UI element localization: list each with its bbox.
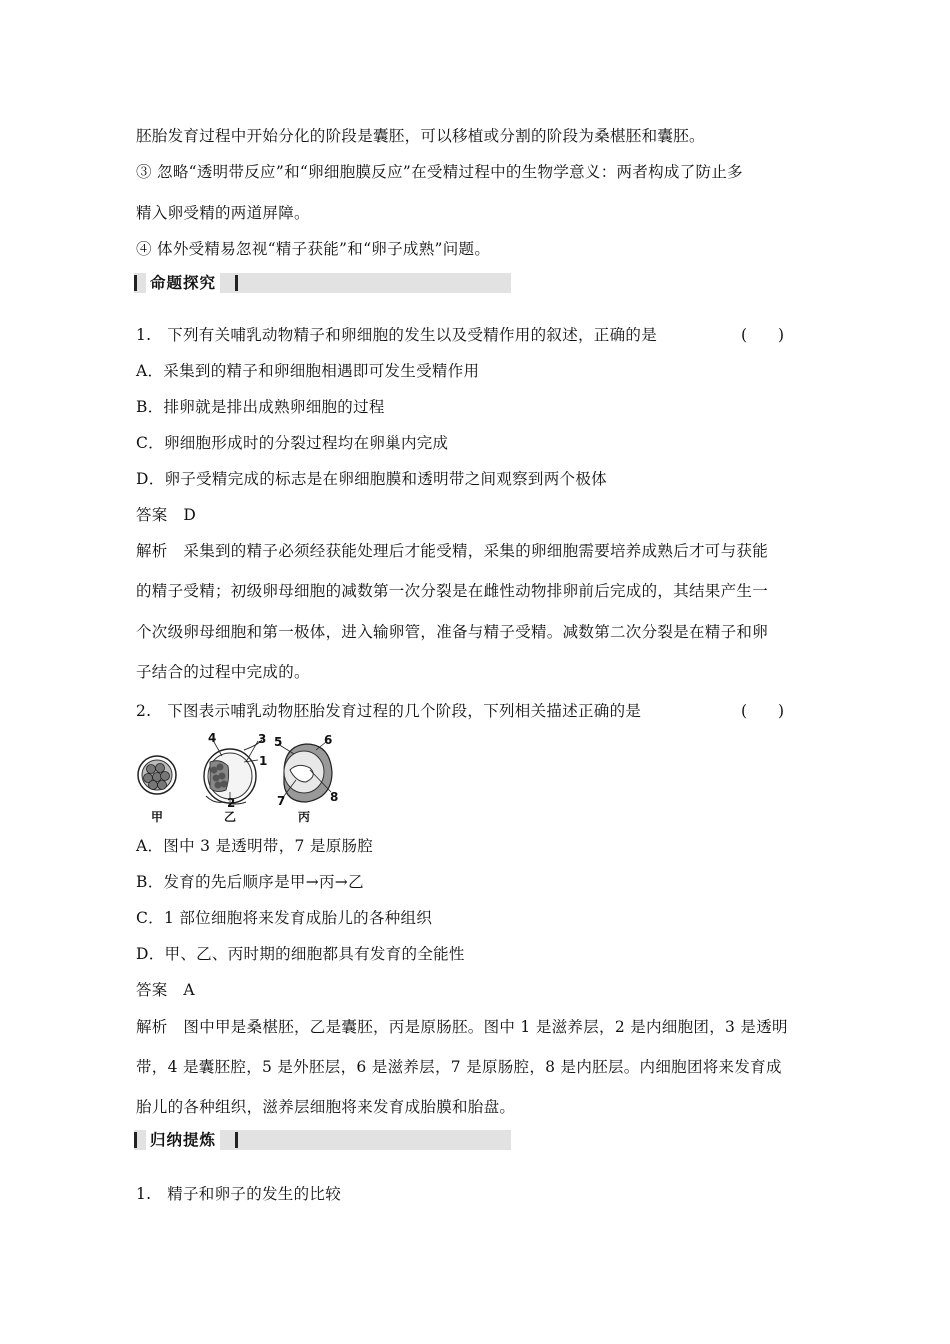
summary-item: 1. 精子和卵子的发生的比较 xyxy=(136,1185,341,1203)
question-2-stem: 2. 下图表示哺乳动物胚胎发育过程的几个阶段，下列相关描述正确的是 xyxy=(136,702,642,720)
answer-paren: ( ) xyxy=(741,702,785,720)
section-header-mingti xyxy=(134,273,511,293)
option-a: A．采集到的精子和卵细胞相遇即可发生受精作用 xyxy=(136,362,480,380)
text-line: 精入卵受精的两道屏障。 xyxy=(136,204,310,222)
embryo-diagram xyxy=(134,732,344,824)
option-d: D．甲、乙、丙时期的细胞都具有发育的全能性 xyxy=(136,945,465,963)
option-c: C．卵细胞形成时的分裂过程均在卵巢内完成 xyxy=(136,434,449,452)
option-c: C．1 部位细胞将来发育成胎儿的各种组织 xyxy=(136,909,433,927)
text-line: 胚胎发育过程中开始分化的阶段是囊胚，可以移植或分割的阶段为桑椹胚和囊胚。 xyxy=(136,127,705,145)
callout-3: 3 xyxy=(258,732,267,746)
section-title: 归纳提炼 xyxy=(146,1130,220,1150)
callout-6: 6 xyxy=(324,733,333,747)
callout-4: 4 xyxy=(208,731,217,745)
blastocyst-drawing xyxy=(204,740,262,804)
section-bar-tick xyxy=(235,275,238,291)
option-d: D．卵子受精完成的标志是在卵细胞膜和透明带之间观察到两个极体 xyxy=(136,470,607,488)
label-jia: 甲 xyxy=(151,810,164,824)
question-1-stem: 1. 下列有关哺乳动物精子和卵细胞的发生以及受精作用的叙述，正确的是 xyxy=(136,326,657,344)
section-header-guina xyxy=(134,1130,511,1150)
answer-line: 答案 A xyxy=(136,981,195,999)
label-yi: 乙 xyxy=(224,810,237,824)
section-bar-tick xyxy=(235,1132,238,1148)
option-a: A．图中 3 是透明带，7 是原肠腔 xyxy=(136,837,374,855)
explanation-line: 的精子受精；初级卵母细胞的减数第一次分裂是在雌性动物排卵前后完成的，其结果产生一 xyxy=(136,582,769,600)
morula-drawing xyxy=(138,756,176,794)
section-bar-tick xyxy=(134,275,137,291)
callout-2: 2 xyxy=(227,796,236,810)
text-line: ③ 忽略“透明带反应”和“卵细胞膜反应”在受精过程中的生物学意义：两者构成了防止多 xyxy=(136,163,743,181)
section-title: 命题探究 xyxy=(146,273,220,293)
callout-7: 7 xyxy=(277,794,286,808)
label-bing: 丙 xyxy=(298,810,311,824)
callout-5: 5 xyxy=(274,735,283,749)
explanation-line: 解析 采集到的精子必须经获能处理后才能受精，采集的卵细胞需要培养成熟后才可与获能 xyxy=(136,542,769,560)
explanation-line: 子结合的过程中完成的。 xyxy=(136,663,310,681)
explanation-line: 胎儿的各种组织，滋养层细胞将来发育成胎膜和胎盘。 xyxy=(136,1098,516,1116)
option-b: B．排卵就是排出成熟卵细胞的过程 xyxy=(136,398,385,416)
callout-1: 1 xyxy=(259,754,268,768)
explanation-line: 带，4 是囊胚腔，5 是外胚层，6 是滋养层，7 是原肠腔，8 是内胚层。内细胞团将来发育成 xyxy=(136,1058,782,1076)
embryo-stages-figure xyxy=(134,732,344,824)
section-bar-tick xyxy=(134,1132,137,1148)
answer-line: 答案 D xyxy=(136,506,197,524)
explanation-line: 解析 图中甲是桑椹胚，乙是囊胚，丙是原肠胚。图中 1 是滋养层，2 是内细胞团，3 是透明 xyxy=(136,1018,788,1036)
answer-paren: ( ) xyxy=(741,326,785,344)
option-b: B．发育的先后顺序是甲→丙→乙 xyxy=(136,873,364,891)
callout-8: 8 xyxy=(330,790,339,804)
explanation-line: 个次级卵母细胞和第一极体，进入输卵管，准备与精子受精。减数第二次分裂是在精子和卵 xyxy=(136,623,769,641)
gastrula-drawing xyxy=(278,742,332,802)
text-line: ④ 体外受精易忽视“精子获能”和“卵子成熟”问题。 xyxy=(136,240,491,258)
